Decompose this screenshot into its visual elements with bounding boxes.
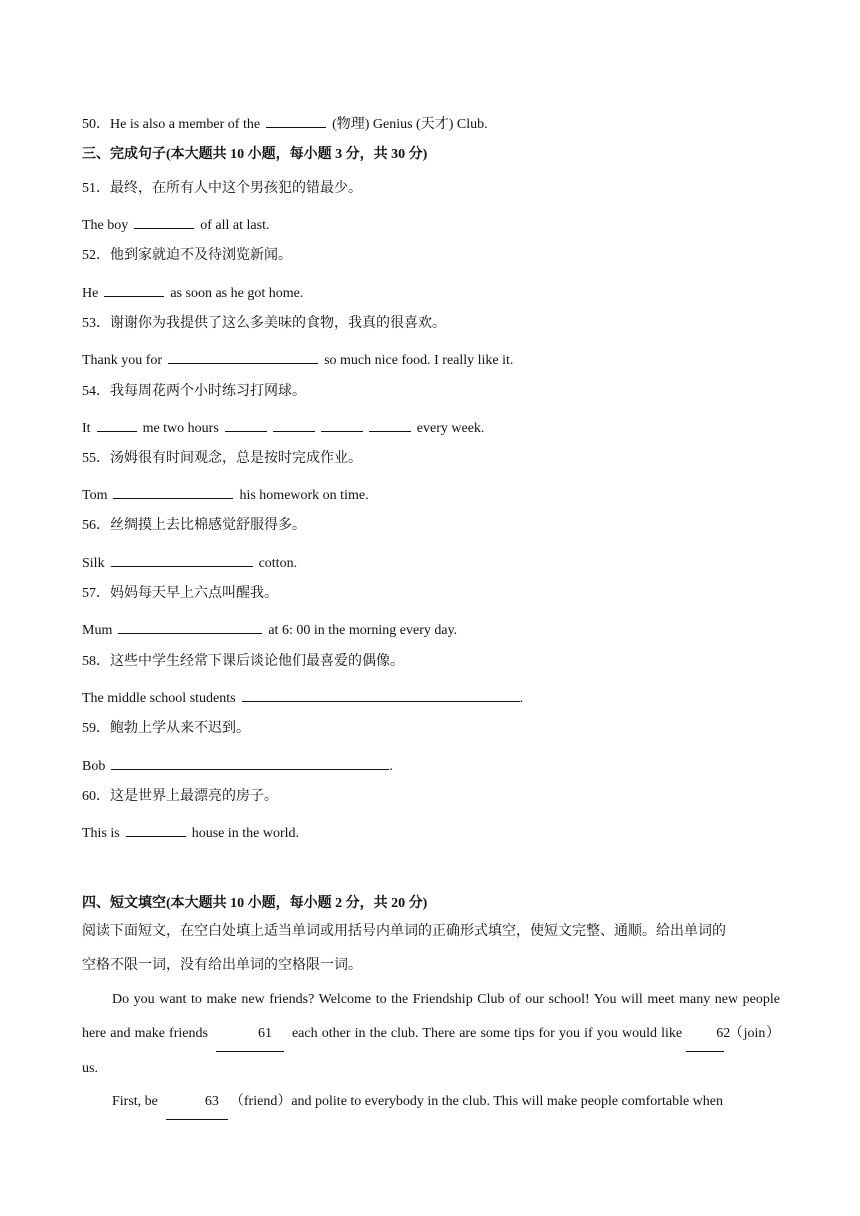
question-54-english: It me two hours every week.	[82, 417, 484, 438]
answer-blank[interactable]	[111, 552, 253, 567]
section-4-instruction-line-1: 阅读下面短文，在空白处填上适当单词或用括号内单词的正确形式填空，使短文完整、通顺。给出单词的	[82, 924, 726, 939]
section-3-heading: 三、完成句子(本大题共 10 小题，每小题 3 分，共 30 分)	[82, 147, 428, 162]
question-59-english: Bob .	[82, 755, 393, 776]
question-53-chinese: 53．谢谢你为我提供了这么多美味的食物，我真的很喜欢。	[82, 316, 446, 331]
question-50: 50．He is also a member of the (物理) Genius (天才) Club.	[82, 113, 488, 134]
answer-blank[interactable]	[266, 113, 326, 128]
question-55-english: Tom his homework on time.	[82, 484, 369, 505]
answer-blank-62[interactable]: 62	[686, 1017, 724, 1052]
question-56-english: Silk cotton.	[82, 552, 297, 573]
question-51-english: The boy of all at last.	[82, 214, 269, 235]
question-60-chinese: 60．这是世界上最漂亮的房子。	[82, 789, 278, 804]
answer-blank[interactable]	[111, 755, 389, 770]
answer-blank[interactable]	[113, 484, 233, 499]
answer-blank-63[interactable]: 63	[166, 1085, 228, 1120]
passage-paragraph-2: First, be 63 （friend）and polite to everybody in the club. This will make people comfortable when	[82, 1085, 780, 1120]
question-58-chinese: 58．这些中学生经常下课后谈论他们最喜爱的偶像。	[82, 654, 404, 669]
question-58-english: The middle school students .	[82, 687, 523, 708]
answer-blank[interactable]	[242, 687, 520, 702]
question-52-english: He as soon as he got home.	[82, 282, 303, 303]
question-59-chinese: 59．鲍勃上学从来不迟到。	[82, 721, 250, 736]
section-4-instruction-line-2: 空格不限一词，没有给出单词的空格限一词。	[82, 958, 362, 973]
answer-blank[interactable]	[321, 417, 363, 432]
question-53-english: Thank you for so much nice food. I really like it.	[82, 349, 513, 370]
question-52-chinese: 52．他到家就迫不及待浏览新闻。	[82, 248, 292, 263]
question-54-chinese: 54．我每周花两个小时练习打网球。	[82, 384, 306, 399]
question-51-chinese: 51．最终，在所有人中这个男孩犯的错最少。	[82, 181, 362, 196]
answer-blank[interactable]	[97, 417, 137, 432]
answer-blank[interactable]	[104, 282, 164, 297]
answer-blank[interactable]	[168, 349, 318, 364]
question-56-chinese: 56．丝绸摸上去比棉感觉舒服得多。	[82, 518, 306, 533]
answer-blank[interactable]	[118, 619, 262, 634]
answer-blank[interactable]	[225, 417, 267, 432]
answer-blank[interactable]	[273, 417, 315, 432]
question-55-chinese: 55．汤姆很有时间观念，总是按时完成作业。	[82, 451, 362, 466]
answer-blank-61[interactable]: 61	[216, 1017, 284, 1052]
answer-blank[interactable]	[134, 214, 194, 229]
answer-blank[interactable]	[126, 822, 186, 837]
answer-blank[interactable]	[369, 417, 411, 432]
question-60-english: This is house in the world.	[82, 822, 299, 843]
passage-paragraph-1: Do you want to make new friends? Welcome to the Friendship Club of our school! You will meet many new people here and make friends 61 each other in the club. There are some tips for you if you would like 62（join）us.	[82, 992, 781, 1076]
question-57-chinese: 57．妈妈每天早上六点叫醒我。	[82, 586, 278, 601]
question-57-english: Mum at 6: 00 in the morning every day.	[82, 619, 457, 640]
section-4-heading: 四、短文填空(本大题共 10 小题，每小题 2 分，共 20 分)	[82, 896, 428, 911]
